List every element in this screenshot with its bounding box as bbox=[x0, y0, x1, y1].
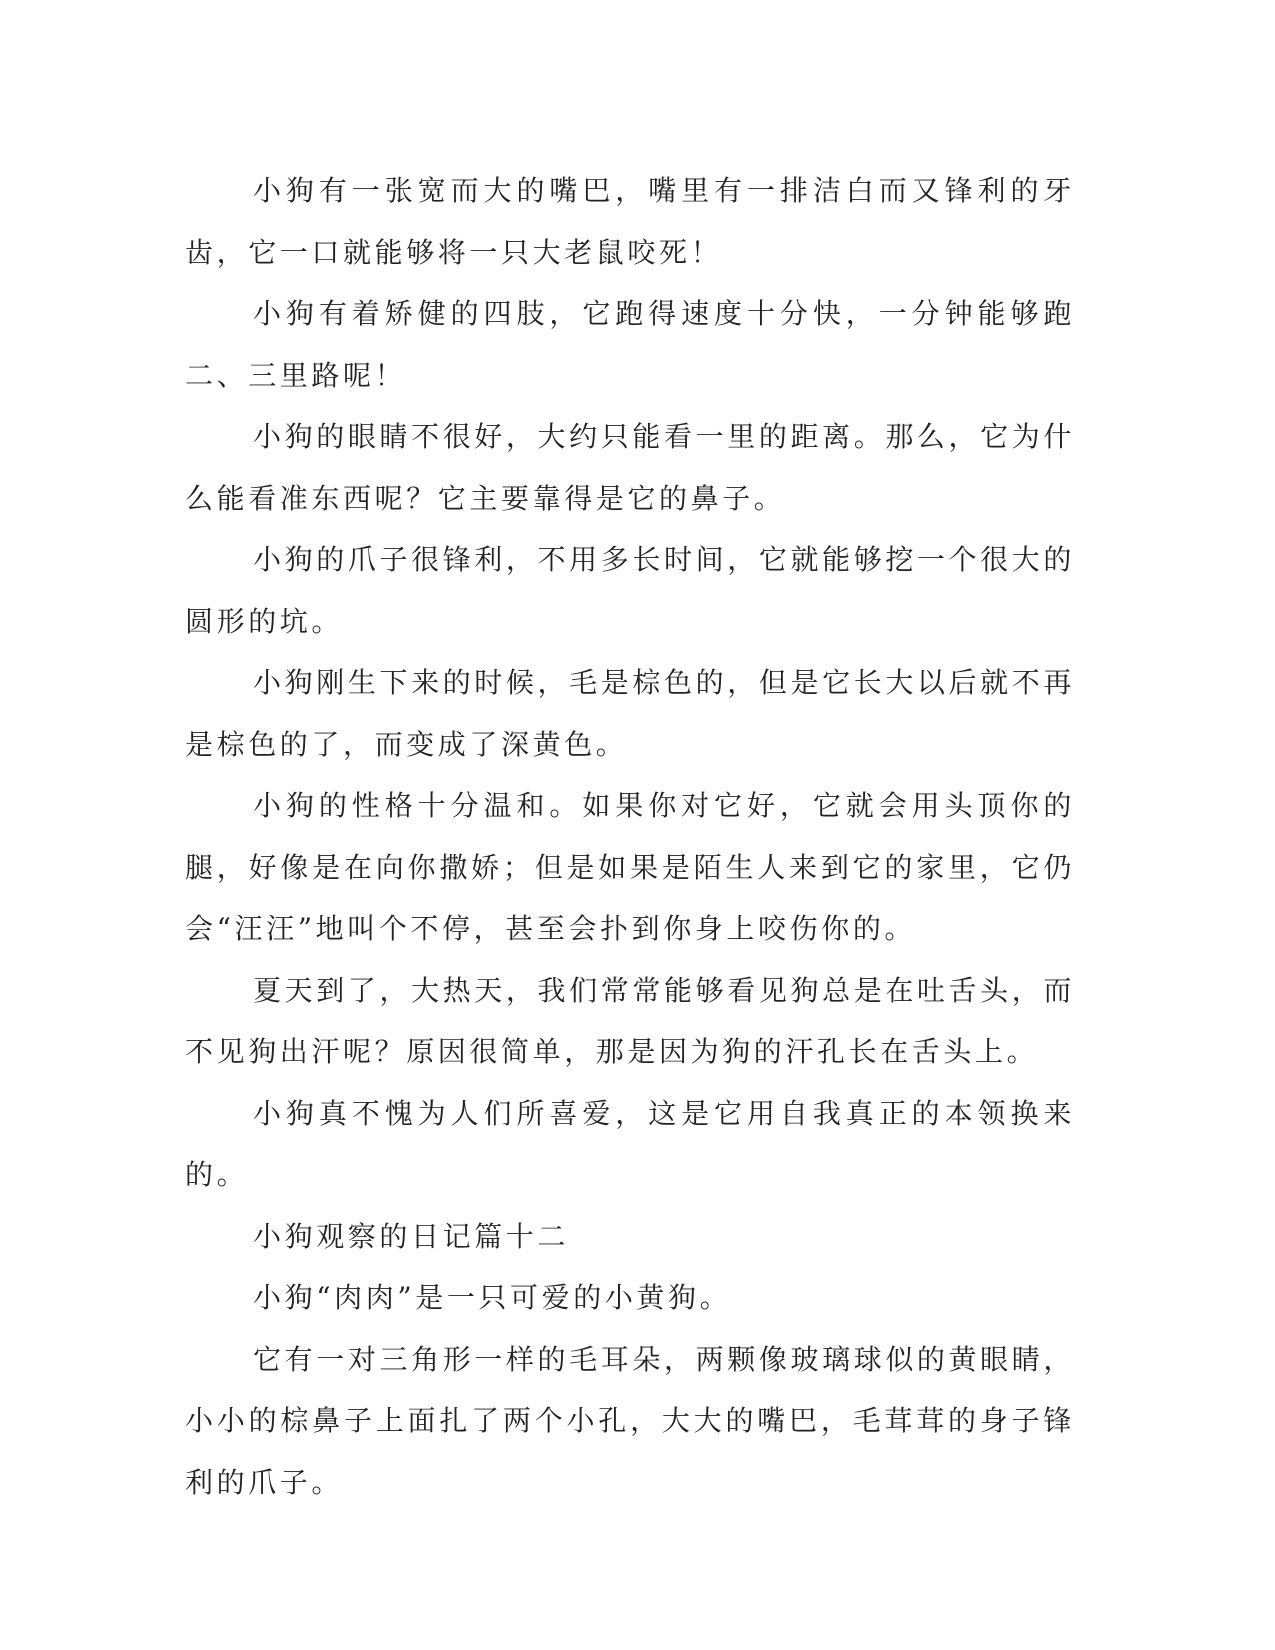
paragraph-fur-color: 小狗刚生下来的时候，毛是棕色的，但是它长大以后就不再是棕色的了，而变成了深黄色。 bbox=[185, 666, 1075, 761]
paragraph-claws: 小狗的爪子很锋利，不用多长时间，它就能够挖一个很大的圆形的坑。 bbox=[185, 543, 1075, 638]
paragraph-temperament: 小狗的性格十分温和。如果你对它好，它就会用头顶你的腿，好像是在向你撒娇；但是如果是陌生人来到它的家里，它仍会“汪汪”地叫个不停，甚至会扑到你身上咬伤你的。 bbox=[185, 789, 1075, 945]
paragraph-summer: 夏天到了，大热天，我们常常能够看见狗总是在吐舌头，而不见狗出汗呢？原因很简单，那是因为狗的汗孔长在舌头上。 bbox=[185, 973, 1075, 1068]
paragraph-intro-rourou: 小狗“肉肉”是一只可爱的小黄狗。 bbox=[253, 1281, 732, 1314]
paragraph-mouth: 小狗有一张宽而大的嘴巴，嘴里有一排洁白而又锋利的牙齿，它一口就能够将一只大老鼠咬死！ bbox=[185, 174, 1075, 269]
paragraph-eyes: 小狗的眼睛不很好，大约只能看一里的距离。那么，它为什么能看准东西呢？它主要靠得是它的鼻子。 bbox=[185, 420, 1075, 515]
document-body bbox=[185, 160, 1075, 1513]
paragraph-appearance: 它有一对三角形一样的毛耳朵，两颗像玻璃球似的黄眼睛，小小的棕鼻子上面扎了两个小孔，大大的嘴巴，毛茸茸的身子锋利的爪子。 bbox=[185, 1342, 1075, 1499]
paragraph-conclusion: 小狗真不愧为人们所喜爱，这是它用自我真正的本领换来的。 bbox=[185, 1096, 1075, 1191]
paragraph-limbs: 小狗有着矫健的四肢，它跑得速度十分快，一分钟能够跑二、三里路呢！ bbox=[185, 297, 1075, 392]
section-heading: 小狗观察的日记篇十二 bbox=[253, 1219, 570, 1253]
